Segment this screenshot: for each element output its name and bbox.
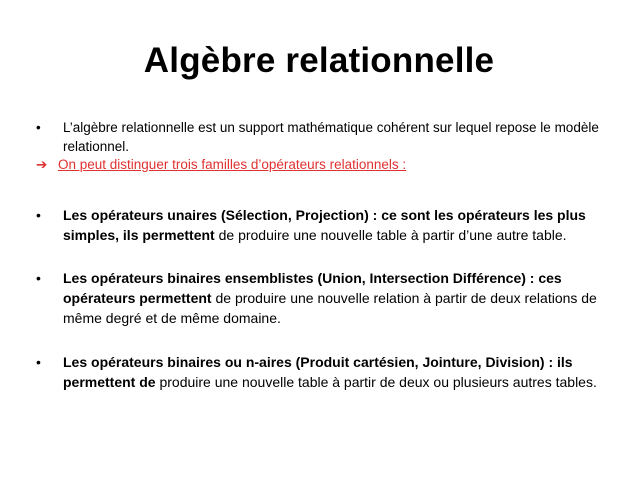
item-text: de produire une nouvelle relation à partir de deux relations de même degré et de même domaine. [63, 290, 597, 326]
intro-bullet [36, 118, 616, 156]
item-text: produire une nouvelle table à partir de deux ou plusieurs autres tables. [155, 374, 597, 390]
bullet-marker: • [36, 207, 41, 223]
operator-item-unary [36, 205, 616, 245]
slide-title: Algèbre relationnelle [143, 41, 495, 80]
intro-text: L’algèbre relationnelle est un support mathématique cohérent sur lequel repose le modèle relationnel. [63, 120, 599, 154]
highlight-line [36, 155, 616, 175]
operator-item-binary-set [36, 268, 616, 328]
operator-item-nary [36, 352, 616, 392]
bullet-marker: • [36, 354, 41, 370]
item-text: de produire une nouvelle table à partir d’une autre table. [214, 227, 567, 243]
highlight-text: On peut distinguer trois familles d’opérateurs relationnels : [58, 157, 407, 172]
item-bold-text: Les opérateurs binaires ensemblistes (Union, Intersection Différence) : ces opérateurs permettent [63, 270, 562, 306]
bullet-marker: • [36, 120, 41, 135]
bullet-marker: • [36, 270, 41, 286]
arrow-right-icon: ➔ [36, 157, 48, 172]
item-bold-text: Les opérateurs binaires ou n-aires (Produit cartésien, Jointure, Division) : ils permettent de [63, 354, 573, 390]
item-bold-text: Les opérateurs unaires (Sélection, Projection) : ce sont les opérateurs les plus simples, ils permettent [63, 207, 586, 243]
